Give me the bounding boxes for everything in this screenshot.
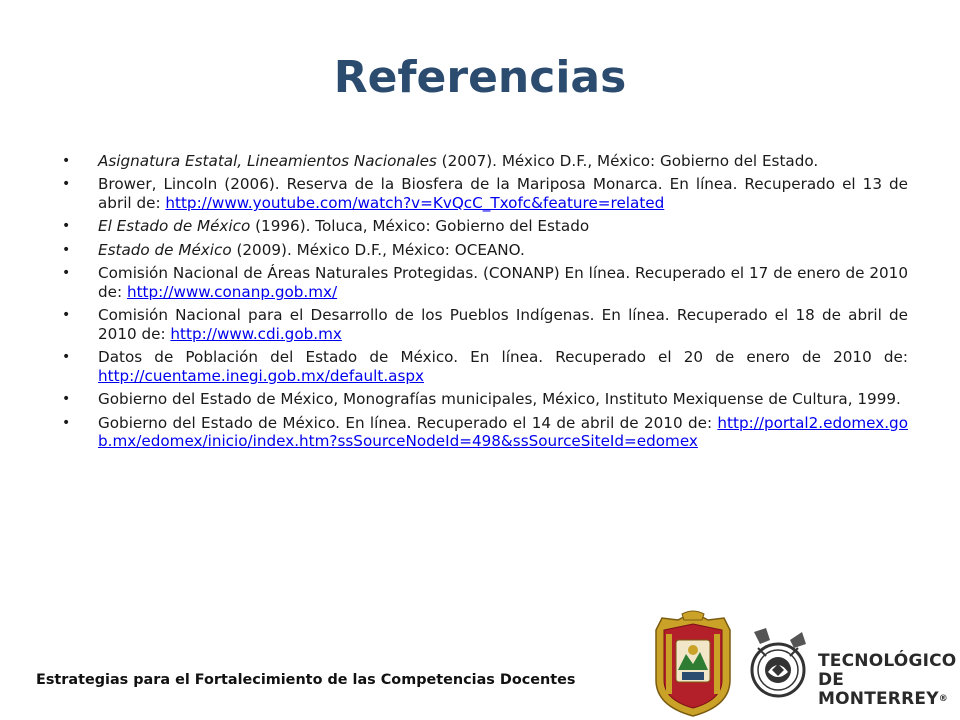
reference-item — [62, 241, 908, 260]
bullet-icon: • — [62, 153, 71, 169]
reference-item — [62, 390, 908, 409]
reference-item — [62, 175, 908, 213]
reference-title: Estado de México — [98, 240, 232, 259]
reference-text: (1996). Toluca, México: Gobierno del Estado — [250, 217, 590, 236]
bullet-icon: • — [62, 307, 71, 324]
bullet-icon: • — [62, 414, 71, 431]
bullet-icon: • — [62, 264, 71, 281]
slide-title: Referencias — [333, 52, 627, 103]
reference-item — [62, 217, 908, 236]
reference-item — [62, 306, 908, 344]
reference-text: Datos de Población del Estado de México. En línea. Recuperado el 20 de enero de 2010 de: — [98, 348, 908, 367]
reference-link[interactable]: http://portal2.edomex.gob.mx/edomex/inicio/index.htm?ssSourceNodeId=498&ssSourceSiteId=edomex — [98, 413, 908, 451]
reference-link[interactable]: http://www.cdi.gob.mx — [170, 324, 342, 343]
bullet-icon: • — [62, 391, 71, 408]
reference-text: Brower, Lincoln (2006). Reserva de la Biosfera de la Mariposa Monarca. En línea. Recuperado el 13 de abril de: — [98, 175, 908, 213]
reference-list — [62, 152, 908, 456]
reference-title: Asignatura Estatal, Lineamientos Nacionales — [98, 152, 437, 170]
tec-wordmark-line: DE MONTERREY — [818, 670, 939, 709]
estado-de-mexico-coat-of-arms-icon — [652, 610, 734, 718]
reference-text: Gobierno del Estado de México, Monografías municipales, México, Instituto Mexiquense de Cultura, 1999. — [98, 390, 901, 409]
reference-link[interactable]: http://cuentame.inegi.gob.mx/default.aspx — [98, 366, 424, 385]
tec-wordmark-line: TECNOLÓGICO — [818, 651, 957, 671]
reference-item — [62, 152, 908, 171]
bullet-icon: • — [62, 218, 71, 235]
reference-title: El Estado de México — [98, 217, 251, 236]
reference-item — [62, 348, 908, 386]
reference-text: (2007). México D.F., México: Gobierno del Estado. — [436, 152, 819, 170]
tec-de-monterrey-seal-icon — [746, 626, 810, 700]
footer-text: Estrategias para el Fortalecimiento de las Competencias Docentes — [36, 672, 576, 688]
bullet-icon: • — [62, 349, 71, 366]
bullet-icon: • — [62, 176, 71, 193]
tec-wordmark — [818, 652, 960, 709]
reference-link[interactable]: http://www.youtube.com/watch?v=KvQcC_Txofc&feature=related — [165, 194, 665, 213]
registered-mark: ® — [938, 694, 948, 704]
reference-text: (2009). México D.F., México: OCEANO. — [231, 240, 525, 259]
reference-text: Gobierno del Estado de México. En línea. Recuperado el 14 de abril de 2010 de: — [98, 413, 718, 432]
reference-text: Comisión Nacional para el Desarrollo de los Pueblos Indígenas. En línea. Recuperado el 18 de abril de 2010 de: — [98, 306, 908, 343]
bullet-icon: • — [62, 241, 71, 258]
reference-link[interactable]: http://www.conanp.gob.mx/ — [126, 282, 338, 301]
reference-item — [62, 264, 908, 302]
reference-item — [62, 414, 908, 452]
reference-text: Comisión Nacional de Áreas Naturales Protegidas. (CONANP) En línea. Recuperado el 17 de enero de 2010 de: — [98, 263, 908, 301]
